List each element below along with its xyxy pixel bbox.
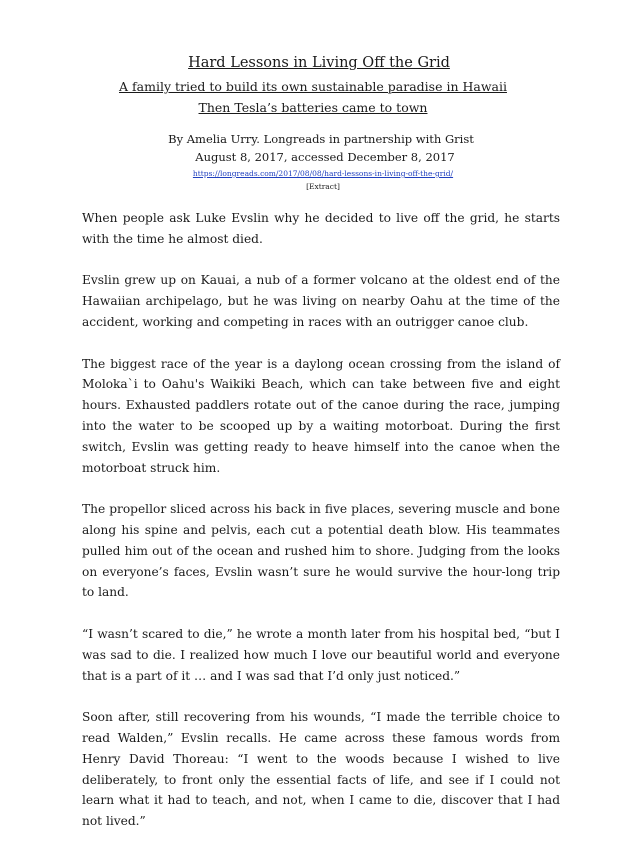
body-paragraph-1: When people ask Luke Evslin why he decided to live off the grid, he starts with the time he almost died. <box>82 211 560 246</box>
article-subtitle-line1: A family tried to build its own sustainable paradise in Hawaii <box>119 79 507 94</box>
body-paragraph-4: The propellor sliced across his back in five places, severing muscle and bone along his spine and pelvis, each cut a potential death blow. His teammates pulled him out of the ocean and rushed him to shore. Judging from the looks on everyone’s faces, Evslin wasn’t sure he would survive the hour-long trip to land. <box>82 502 560 600</box>
extract-note: [Extract] <box>306 182 340 191</box>
byline-author: By Amelia Urry. Longreads in partnership with Grist <box>168 132 474 146</box>
byline-dates: August 8, 2017, accessed December 8, 2017 <box>195 150 455 164</box>
article-subtitle-line2: Then Tesla’s batteries came to town <box>198 100 428 115</box>
body-paragraph-3: The biggest race of the year is a daylong ocean crossing from the island of Moloka`i to Oahu's Waikiki Beach, which can take between five and eight hours. Exhausted paddlers rotate out of the canoe during the race, jumping into the water to be scooped up by a waiting motorboat. During the first switch, Evslin was getting ready to heave himself into the canoe when the motorboat struck him. <box>82 356 560 475</box>
body-paragraph-2: Evslin grew up on Kauai, a nub of a former volcano at the oldest end of the Hawaiian archipelago, but he was living on nearby Oahu at the time of the accident, working and competing in races with an outrigger canoe club. <box>82 273 560 329</box>
source-url-link[interactable]: https://longreads.com/2017/08/08/hard-lessons-in-living-off-the-grid/ <box>192 169 454 178</box>
body-paragraph-6: Soon after, still recovering from his wounds, “I made the terrible choice to read Walden,” Evslin recalls. He came across these famous words from Henry David Thoreau: “I went to the woods because I wished to live deliberately, to front only the essential facts of life, and see if I could not learn what it had to teach, and not, when I came to die, discover that I had not lived.” <box>82 710 560 829</box>
article-title: Hard Lessons in Living Off the Grid <box>188 55 450 71</box>
body-paragraph-5: “I wasn’t scared to die,” he wrote a month later from his hospital bed, “but I was sad to die. I realized how much I love our beautiful world and everyone that is a part of it … and I was sad that I’d only just noticed.” <box>82 626 560 683</box>
article-body <box>82 208 560 853</box>
